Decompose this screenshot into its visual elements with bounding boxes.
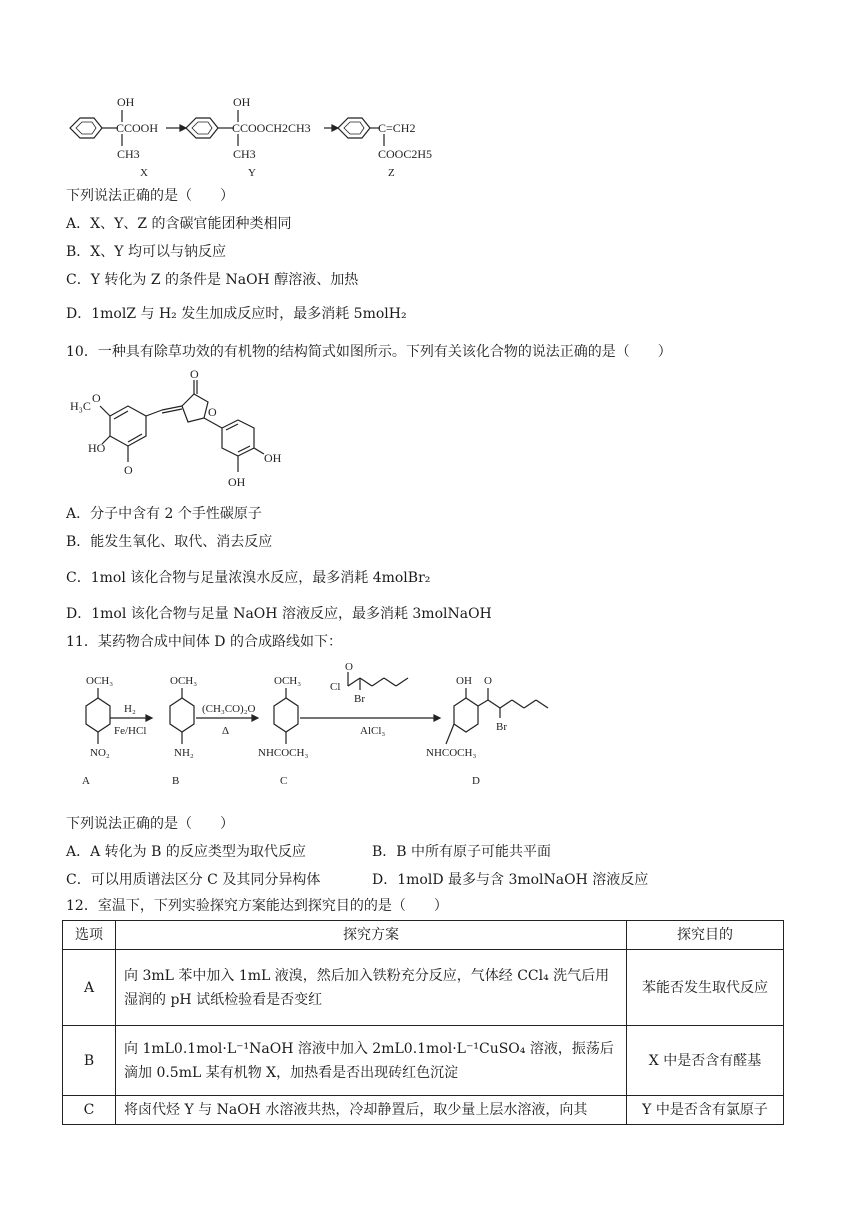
q11-reagent-cl: Cl [330,681,341,693]
q10-stem: 10．一种具有除草功效的有机物的结构简式如图所示。下列有关该化合物的说法正确的是（ ） [66,344,672,360]
q11-a-methoxy: OCH₃ [86,675,114,687]
q12-header-goal: 探究目的 [627,921,784,950]
q9-y-side: CCOOCH2CH3 [232,121,311,135]
q11-r3-bottom: AlCl₃ [360,725,386,737]
q12-row-option: A [63,950,116,1026]
q11-label-a: A [82,775,90,787]
q10-ho-left: HO [88,441,106,455]
q11-stem: 11．某药物合成中间体 D 的合成路线如下： [66,634,342,650]
q10-ring-o: O [208,405,217,419]
q11-label-b: B [172,775,180,787]
q11-option-b: B．B 中所有原子可能共平面 [372,844,552,860]
q11-c-methoxy: OCH₃ [274,675,302,687]
q10-o-bottom: O [124,463,133,477]
q10-option-a: A．分子中含有 2 个手性碳原子 [66,506,262,522]
q11-label-d: D [472,775,480,787]
q9-label-x: X [140,167,148,179]
q11-b-amine: NH₂ [174,747,194,759]
q9-label-z: Z [388,167,395,179]
q9-y-oh: OH [233,95,251,109]
q10-structure [66,366,286,496]
q10-oh-right: OH [264,451,282,465]
q10-oh-bottom: OH [228,475,246,489]
table-row [63,950,784,1026]
q11-d-br: Br [496,721,507,733]
q10-option-d: D．1mol 该化合物与足量 NaOH 溶液反应，最多消耗 3molNaOH [66,606,492,622]
q11-label-c: C [280,775,288,787]
q9-option-b: B．X、Y 均可以与钠反应 [66,244,226,260]
q10-option-b: B．能发生氧化、取代、消去反应 [66,534,273,550]
q12-stem: 12．室温下，下列实验探究方案能达到探究目的的是（ ） [66,898,448,914]
q9-z-ester: COOC2H5 [378,147,433,161]
q12-row-option: B [63,1026,116,1096]
q11-c-amide: NHCOCH₃ [258,747,309,759]
q11-r2-bottom: Δ [222,725,230,737]
q12-row-goal: Y 中是否含有氯原子 [627,1096,784,1125]
q9-x-side: CCOOH [116,121,159,135]
q11-prompt: 下列说法正确的是（ ） [66,816,234,832]
q11-reagent-o: O [345,661,353,673]
q11-reagent-br: Br [354,693,365,705]
q11-d-oh: OH [456,675,472,687]
q9-prompt: 下列说法正确的是（ ） [66,188,234,204]
q9-option-a: A．X、Y、Z 的含碳官能团种类相同 [66,216,292,232]
q11-option-d: D．1molD 最多与含 3molNaOH 溶液反应 [372,872,649,888]
q10-methyl-top: H₃C [70,399,91,413]
q12-header-row [63,921,784,950]
q12-table [62,920,784,1125]
q9-z-side: C=CH2 [378,121,416,135]
q11-d-o: O [484,675,492,687]
q10-option-c: C．1mol 该化合物与足量浓溴水反应，最多消耗 4molBr₂ [66,570,431,586]
q11-d-amide: NHCOCH₃ [426,747,477,759]
q12-header-plan: 探究方案 [116,921,627,950]
q12-header-option: 选项 [63,921,116,950]
q11-synthesis-route [62,660,582,808]
q11-option-a: A．A 转化为 B 的反应类型为取代反应 [66,844,306,860]
q11-a-nitro: NO₂ [90,747,110,759]
q9-option-d: D．1molZ 与 H₂ 发生加成反应时，最多消耗 5molH₂ [66,306,407,322]
q9-y-ch3: CH3 [233,147,256,161]
q12-row-goal: 苯能否发生取代反应 [627,950,784,1026]
table-row [63,1026,784,1096]
q11-option-c: C．可以用质谱法区分 C 及其同分异构体 [66,872,321,888]
q9-x-ch3: CH3 [117,147,140,161]
q11-r1-top: H₂ [124,703,136,715]
q9-reaction-scheme [62,92,462,184]
q9-label-y: Y [248,167,256,179]
q10-o-top: O [92,391,101,405]
q11-r1-bottom: Fe/HCl [114,725,147,737]
q10-carbonyl-o: O [190,367,199,381]
q12-row-plan: 向 3mL 苯中加入 1mL 液溴，然后加入铁粉充分反应，气体经 CCl₄ 洗气后用湿润的 pH 试纸检验看是否变红 [116,950,627,1026]
q12-row-plan: 将卤代烃 Y 与 NaOH 水溶液共热，冷却静置后，取少量上层水溶液，向其 [116,1096,627,1125]
table-row [63,1096,784,1125]
q11-r2-top: (CH₃CO)₂O [202,703,256,715]
q12-row-goal: X 中是否含有醛基 [627,1026,784,1096]
q12-row-option: C [63,1096,116,1125]
q9-x-oh: OH [117,95,135,109]
q11-b-methoxy: OCH₃ [170,675,198,687]
q12-row-plan: 向 1mL0.1mol·L⁻¹NaOH 溶液中加入 2mL0.1mol·L⁻¹CuSO₄ 溶液，振荡后滴加 0.5mL 某有机物 X，加热看是否出现砖红色沉淀 [116,1026,627,1096]
q9-option-c: C．Y 转化为 Z 的条件是 NaOH 醇溶液、加热 [66,272,359,288]
